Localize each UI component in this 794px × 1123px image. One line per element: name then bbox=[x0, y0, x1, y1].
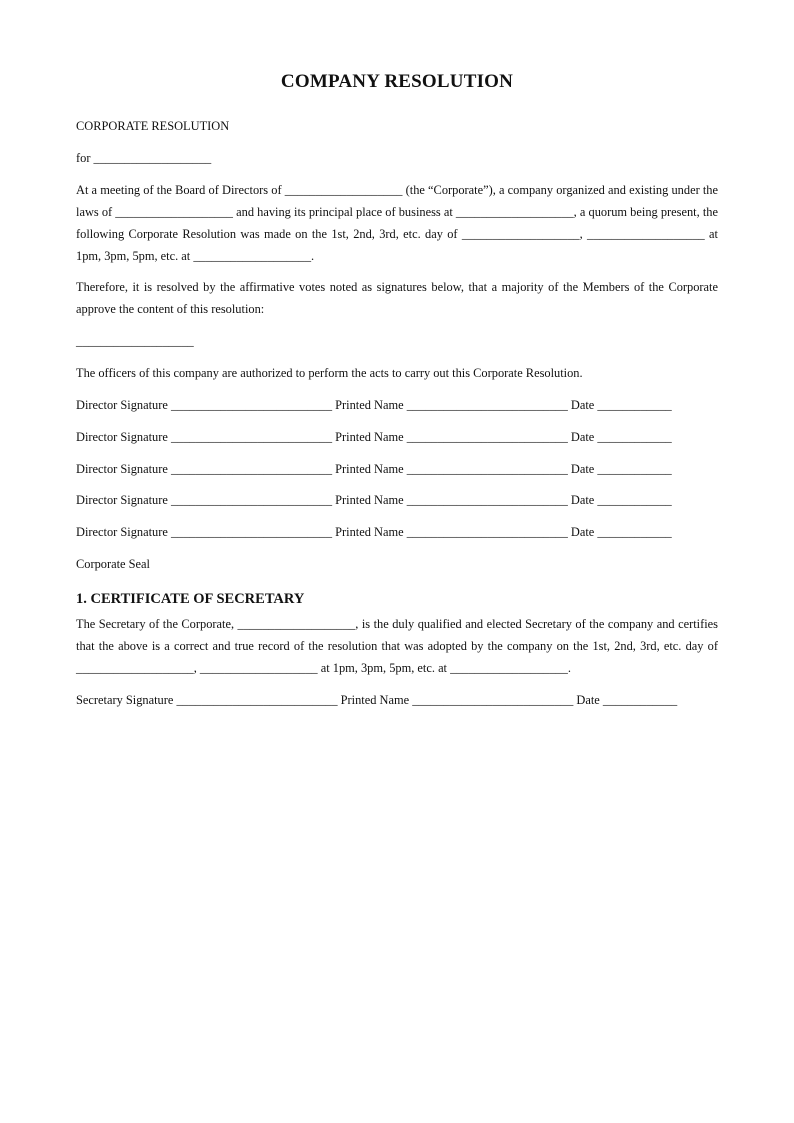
document-title: COMPANY RESOLUTION bbox=[280, 71, 514, 92]
corporate-seal-label: Corporate Seal bbox=[76, 557, 150, 571]
director-signature-row: Director Signature __________________________ Printed Name __________________________ Date ____________ bbox=[76, 493, 672, 507]
director-signature-row: Director Signature __________________________ Printed Name __________________________ Date ____________ bbox=[76, 525, 672, 539]
meeting-paragraph: At a meeting of the Board of Directors of ___________________ (the “Corporate”), a company organized and existing under the laws of ___________________ and having its principal place of business at ___________________, a quorum being present, the following Corporate Resolution was made on the 1st, 2nd, 3rd, etc. day of ___________________, ___________________ at 1pm, 3pm, 5pm, etc. at ___________________. bbox=[76, 183, 718, 263]
for-line: for ___________________ bbox=[76, 151, 212, 165]
resolved-paragraph: Therefore, it is resolved by the affirmative votes noted as signatures below, that a majority of the Members of the Corporate approve the content of this resolution: bbox=[76, 280, 718, 316]
resolution-blank: ___________________ bbox=[76, 334, 194, 348]
director-signature-row: Director Signature __________________________ Printed Name __________________________ Date ____________ bbox=[76, 430, 672, 444]
director-signature-row: Director Signature __________________________ Printed Name __________________________ Date ____________ bbox=[76, 398, 672, 412]
certificate-paragraph: The Secretary of the Corporate, ___________________, is the duly qualified and elected Secretary of the company and certifies that the above is a correct and true record of the resolution that was adopted by the company on the 1st, 2nd, 3rd, etc. day of ___________________, ___________________ at 1pm, 3pm, 5pm, etc. at ___________________. bbox=[76, 617, 718, 675]
document-subtitle: CORPORATE RESOLUTION bbox=[76, 119, 230, 133]
officers-paragraph: The officers of this company are authorized to perform the acts to carry out this Corporate Resolution. bbox=[76, 366, 583, 380]
certificate-heading: 1. CERTIFICATE OF SECRETARY bbox=[76, 591, 305, 607]
director-signature-row: Director Signature __________________________ Printed Name __________________________ Date ____________ bbox=[76, 462, 672, 476]
secretary-signature-row: Secretary Signature __________________________ Printed Name __________________________ Date ____________ bbox=[76, 693, 678, 707]
